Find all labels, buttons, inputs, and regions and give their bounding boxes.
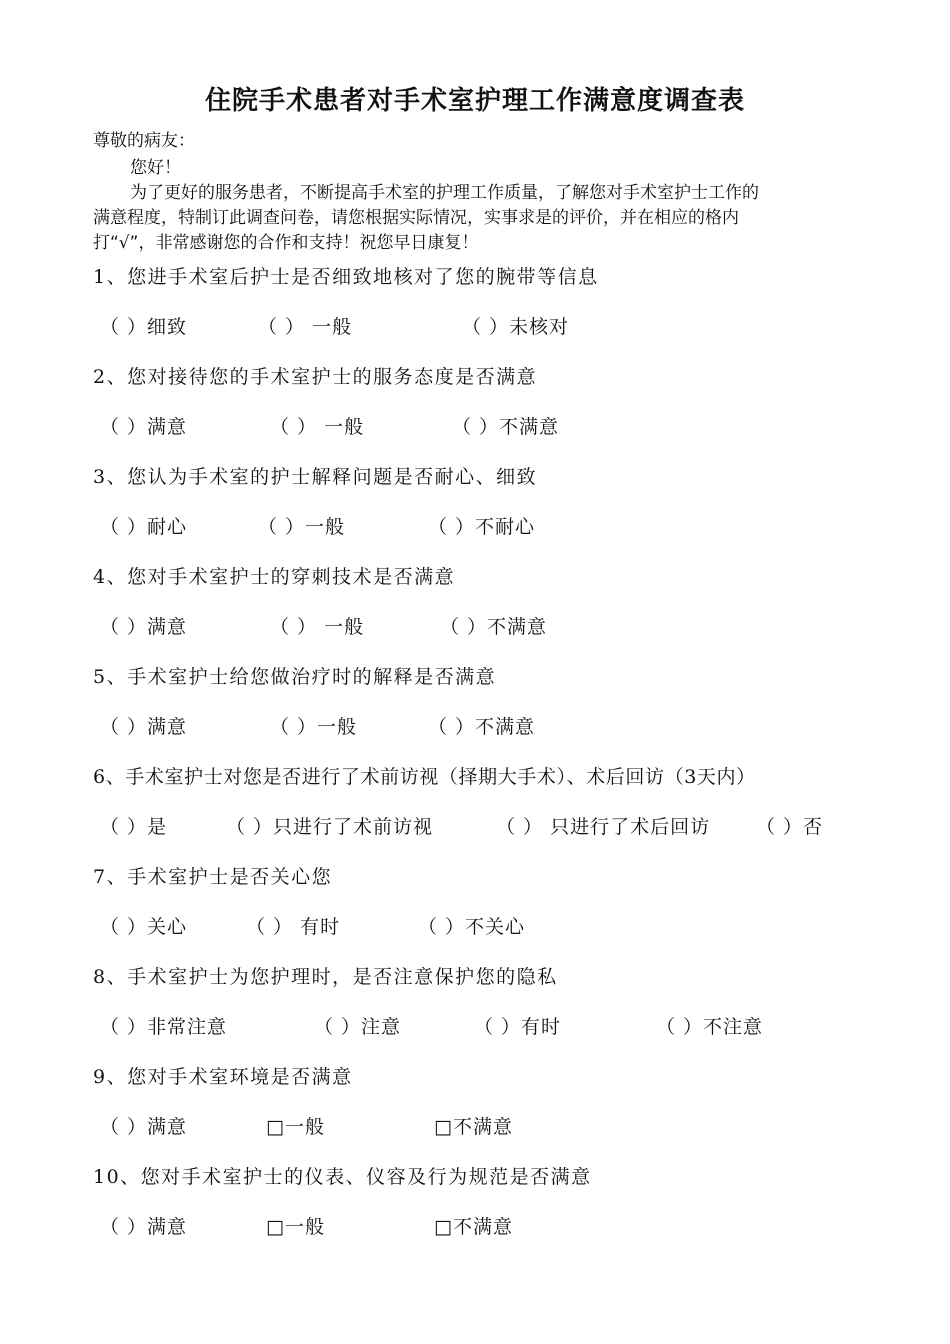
option-3-2[interactable]: （ ）一般 [258,516,346,538]
greeting: 尊敬的病友： [93,131,195,151]
option-8-3[interactable]: （ ）有时 [474,1016,562,1038]
option-4-3[interactable]: （ ）不满意 [440,616,548,638]
option-6-4[interactable]: （ ）否 [756,816,824,838]
option-9-1[interactable]: （ ）满意 [100,1116,188,1138]
page-title: 住院手术患者对手术室护理工作满意度调查表 [204,86,745,116]
intro-line-1: 为了更好的服务患者，不断提高手术室的护理工作质量，了解您对手术室护士工作的 [130,183,759,203]
option-5-2[interactable]: （ ）一般 [270,716,358,738]
option-8-1[interactable]: （ ）非常注意 [100,1016,228,1038]
option-2-1[interactable]: （ ）满意 [100,416,188,438]
intro-line-2: 满意程度，特制订此调查问卷，请您根据实际情况，实事求是的评价，并在相应的格内 [93,208,739,228]
option-5-1[interactable]: （ ）满意 [100,716,188,738]
option-8-4[interactable]: （ ）不注意 [656,1016,764,1038]
option-10-1[interactable]: （ ）满意 [100,1216,188,1238]
option-1-2[interactable]: （ ） 一般 [258,316,353,338]
option-5-3[interactable]: （ ）不满意 [428,716,536,738]
hello: 您好！ [130,158,181,178]
option-4-1[interactable]: （ ）满意 [100,616,188,638]
question-5: 5、手术室护士给您做治疗时的解释是否满意 [93,666,497,688]
question-10: 10、您对手术室护士的仪表、仪容及行为规范是否满意 [93,1166,592,1188]
option-7-2[interactable]: （ ） 有时 [246,916,341,938]
option-6-3[interactable]: （ ） 只进行了术后回访 [496,816,711,838]
question-9: 9、您对手术室环境是否满意 [93,1066,353,1088]
option-7-3[interactable]: （ ）不关心 [418,916,526,938]
option-1-1[interactable]: （ ）细致 [100,316,188,338]
option-3-1[interactable]: （ ）耐心 [100,516,188,538]
question-6: 6、手术室护士对您是否进行了术前访视（择期大手术）、术后回访（3天内） [93,766,756,788]
option-2-2[interactable]: （ ） 一般 [270,416,365,438]
question-7: 7、手术室护士是否关心您 [93,866,333,888]
option-10-2[interactable]: □一般 [266,1216,325,1238]
option-8-2[interactable]: （ ）注意 [314,1016,402,1038]
option-10-3[interactable]: □不满意 [434,1216,513,1238]
option-6-1[interactable]: （ ）是 [100,816,168,838]
option-9-2[interactable]: □一般 [266,1116,325,1138]
option-2-3[interactable]: （ ）不满意 [452,416,560,438]
option-1-3[interactable]: （ ）未核对 [462,316,570,338]
question-1: 1、您进手术室后护士是否细致地核对了您的腕带等信息 [93,266,599,288]
option-9-3[interactable]: □不满意 [434,1116,513,1138]
question-2: 2、您对接待您的手术室护士的服务态度是否满意 [93,366,538,388]
option-7-1[interactable]: （ ）关心 [100,916,188,938]
option-6-2[interactable]: （ ）只进行了术前访视 [226,816,434,838]
option-4-2[interactable]: （ ） 一般 [270,616,365,638]
question-8: 8、手术室护士为您护理时，是否注意保护您的隐私 [93,966,558,988]
question-3: 3、您认为手术室的护士解释问题是否耐心、细致 [93,466,538,488]
intro-line-3: 打“√”，非常感谢您的合作和支持！祝您早日康复！ [93,233,479,253]
option-3-3[interactable]: （ ）不耐心 [428,516,536,538]
question-4: 4、您对手术室护士的穿刺技术是否满意 [93,566,456,588]
